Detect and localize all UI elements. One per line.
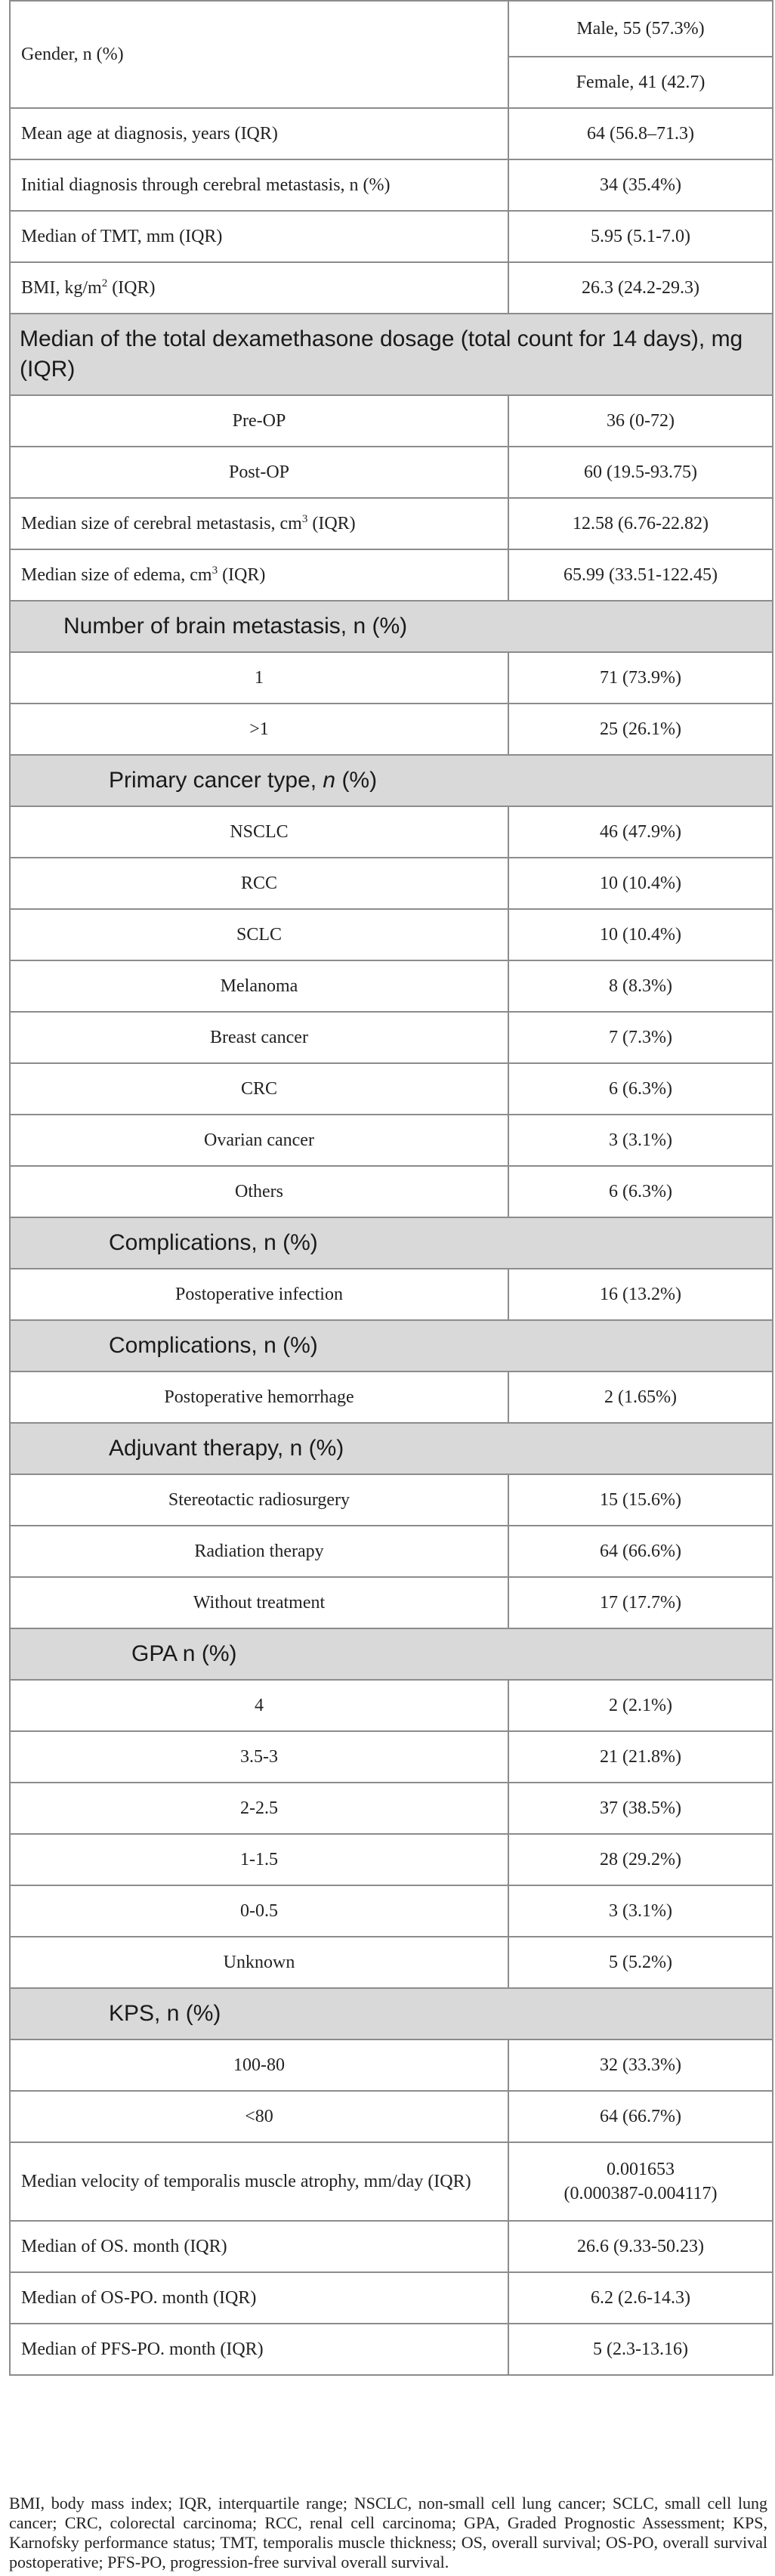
- post-op-label: Post-OP: [10, 447, 508, 498]
- complications-header: Complications, n (%): [10, 1320, 773, 1371]
- bmi-label-text: BMI, kg/m: [21, 278, 102, 298]
- primary-value: 3 (3.1%): [508, 1115, 773, 1166]
- kps-value: 32 (33.3%): [508, 2039, 773, 2091]
- table-row: [10, 1577, 773, 1628]
- complication-value: 2 (1.65%): [508, 1371, 773, 1423]
- primary-value: 7 (7.3%): [508, 1012, 773, 1063]
- primary-label: Melanoma: [10, 960, 508, 1012]
- gpa-value: 28 (29.2%): [508, 1834, 773, 1885]
- met-size-label: [10, 498, 508, 549]
- brain-met-value: 25 (26.1%): [508, 704, 773, 755]
- primary-value: 6 (6.3%): [508, 1166, 773, 1217]
- table-row: [10, 1783, 773, 1834]
- characteristics-table: [9, 0, 773, 2376]
- table-row: [10, 1012, 773, 1063]
- table-row: [10, 1166, 773, 1217]
- table-row: [10, 1371, 773, 1423]
- post-op-value: 60 (19.5-93.75): [508, 447, 773, 498]
- dexa-header: Median of the total dexamethasone dosage (total count for 14 days), mg (IQR): [10, 314, 773, 395]
- bmi-label-unit: (IQR): [107, 278, 156, 298]
- pfs-po-value: 5 (2.3-13.16): [508, 2324, 773, 2375]
- gpa-label: 1-1.5: [10, 1834, 508, 1885]
- table-row: [10, 108, 773, 159]
- table-row: [10, 1063, 773, 1115]
- table-row: [10, 1731, 773, 1783]
- table-row: [10, 395, 773, 447]
- table-row: [10, 2324, 773, 2375]
- gpa-value: 37 (38.5%): [508, 1783, 773, 1834]
- table-row: [10, 549, 773, 601]
- table-row: [10, 704, 773, 755]
- adjuvant-label: Radiation therapy: [10, 1526, 508, 1577]
- os-po-label: Median of OS-PO. month (IQR): [10, 2272, 508, 2324]
- table-footnote: BMI, body mass index; IQR, interquartile range; NSCLC, non-small cell lung cancer; SCLC, small cell lung cancer; CRC, colorectal carcinoma; RCC, renal cell carcinoma; GPA, Graded Prognostic Assessment; KPS, Karnofsky performance status; TMT, temporalis muscle thickness; OS, overall survival; OS-PO, overall survival postoperative; PFS-PO, progression-free survival overall survival.: [9, 2494, 767, 2571]
- gpa-value: 3 (3.1%): [508, 1885, 773, 1937]
- gpa-label: 2-2.5: [10, 1783, 508, 1834]
- primary-label: Breast cancer: [10, 1012, 508, 1063]
- gpa-label: Unknown: [10, 1937, 508, 1988]
- table-row: [10, 1680, 773, 1731]
- primary-header-pct: (%): [335, 768, 378, 793]
- velocity-value: [508, 2142, 773, 2221]
- table-row: [10, 1834, 773, 1885]
- met-size-label-unit: (IQR): [307, 514, 356, 533]
- velocity-iqr: (0.000387-0.004117): [563, 2184, 718, 2203]
- tmt-value: 5.95 (5.1-7.0): [508, 211, 773, 262]
- adjuvant-value: 15 (15.6%): [508, 1474, 773, 1526]
- age-value: 64 (56.8–71.3): [508, 108, 773, 159]
- gender-female-value: Female, 41 (42.7): [508, 57, 773, 108]
- complication-label: Postoperative infection: [10, 1269, 508, 1320]
- gpa-label: 0-0.5: [10, 1885, 508, 1937]
- table-row: [10, 1885, 773, 1937]
- gpa-label: 3.5-3: [10, 1731, 508, 1783]
- table-row: [10, 2221, 773, 2272]
- os-label: Median of OS. month (IQR): [10, 2221, 508, 2272]
- table-row: [10, 806, 773, 858]
- table-row: [10, 652, 773, 704]
- edema-size-label-unit: (IQR): [218, 565, 266, 585]
- table-row: [10, 447, 773, 498]
- gender-label: Gender, n (%): [10, 1, 508, 108]
- primary-label: Ovarian cancer: [10, 1115, 508, 1166]
- met-size-label-text: Median size of cerebral metastasis, cm: [21, 514, 302, 533]
- edema-size-label-text: Median size of edema, cm: [21, 565, 212, 585]
- velocity-label: Median velocity of temporalis muscle atrophy, mm/day (IQR): [10, 2142, 508, 2221]
- table-row: [10, 1115, 773, 1166]
- table-row: [10, 2142, 773, 2221]
- pre-op-label: Pre-OP: [10, 395, 508, 447]
- primary-label: CRC: [10, 1063, 508, 1115]
- bmi-value: 26.3 (24.2-29.3): [508, 262, 773, 314]
- section-header-row: [10, 1217, 773, 1269]
- age-label: Mean age at diagnosis, years (IQR): [10, 108, 508, 159]
- gender-male-value: Male, 55 (57.3%): [508, 1, 773, 57]
- table-row: [10, 1, 773, 57]
- brain-met-value: 71 (73.9%): [508, 652, 773, 704]
- gpa-header: GPA n (%): [10, 1628, 773, 1680]
- table-row: [10, 159, 773, 211]
- table-row: [10, 498, 773, 549]
- complications-header: Complications, n (%): [10, 1217, 773, 1269]
- complication-value: 16 (13.2%): [508, 1269, 773, 1320]
- adjuvant-value: 17 (17.7%): [508, 1577, 773, 1628]
- table-row: [10, 960, 773, 1012]
- bmi-label: [10, 262, 508, 314]
- section-header-row: [10, 1628, 773, 1680]
- cerebral-dx-label: Initial diagnosis through cerebral metastasis, n (%): [10, 159, 508, 211]
- kps-header: KPS, n (%): [10, 1988, 773, 2039]
- table-row: [10, 2272, 773, 2324]
- kps-label: <80: [10, 2091, 508, 2142]
- bmi-label-sup: 2: [101, 277, 108, 289]
- table-row: [10, 211, 773, 262]
- table-row: [10, 2039, 773, 2091]
- primary-header: [10, 755, 773, 806]
- gpa-label: 4: [10, 1680, 508, 1731]
- os-po-value: 6.2 (2.6-14.3): [508, 2272, 773, 2324]
- section-header-row: [10, 1988, 773, 2039]
- table-row: [10, 2091, 773, 2142]
- edema-size-value: 65.99 (33.51-122.45): [508, 549, 773, 601]
- table-row: [10, 1526, 773, 1577]
- kps-value: 64 (66.7%): [508, 2091, 773, 2142]
- table-row: [10, 1474, 773, 1526]
- brain-met-label: >1: [10, 704, 508, 755]
- gpa-value: 21 (21.8%): [508, 1731, 773, 1783]
- adjuvant-header: Adjuvant therapy, n (%): [10, 1423, 773, 1474]
- gpa-value: 2 (2.1%): [508, 1680, 773, 1731]
- tmt-label: Median of TMT, mm (IQR): [10, 211, 508, 262]
- kps-label: 100-80: [10, 2039, 508, 2091]
- table-row: [10, 858, 773, 909]
- gpa-value: 5 (5.2%): [508, 1937, 773, 1988]
- cerebral-dx-value: 34 (35.4%): [508, 159, 773, 211]
- section-header-row: [10, 314, 773, 395]
- adjuvant-value: 64 (66.6%): [508, 1526, 773, 1577]
- table-row: [10, 262, 773, 314]
- section-header-row: [10, 601, 773, 652]
- table-row: [10, 1269, 773, 1320]
- section-header-row: [10, 1320, 773, 1371]
- os-value: 26.6 (9.33-50.23): [508, 2221, 773, 2272]
- primary-label: RCC: [10, 858, 508, 909]
- primary-label: Others: [10, 1166, 508, 1217]
- primary-header-text: Primary cancer type,: [109, 768, 323, 793]
- brain-met-header: Number of brain metastasis, n (%): [10, 601, 773, 652]
- table-row: [10, 1937, 773, 1988]
- primary-value: 10 (10.4%): [508, 909, 773, 960]
- primary-label: NSCLC: [10, 806, 508, 858]
- primary-value: 6 (6.3%): [508, 1063, 773, 1115]
- adjuvant-label: Without treatment: [10, 1577, 508, 1628]
- primary-value: 46 (47.9%): [508, 806, 773, 858]
- table-row: [10, 909, 773, 960]
- met-size-value: 12.58 (6.76-22.82): [508, 498, 773, 549]
- adjuvant-label: Stereotactic radiosurgery: [10, 1474, 508, 1526]
- velocity-median: 0.001653: [607, 2160, 675, 2179]
- brain-met-label: 1: [10, 652, 508, 704]
- section-header-row: [10, 755, 773, 806]
- complication-label: Postoperative hemorrhage: [10, 1371, 508, 1423]
- edema-size-label: [10, 549, 508, 601]
- pre-op-value: 36 (0-72): [508, 395, 773, 447]
- edema-size-label-sup: 3: [212, 564, 218, 577]
- pfs-po-label: Median of PFS-PO. month (IQR): [10, 2324, 508, 2375]
- primary-value: 10 (10.4%): [508, 858, 773, 909]
- primary-value: 8 (8.3%): [508, 960, 773, 1012]
- primary-header-n: n: [323, 768, 336, 793]
- primary-label: SCLC: [10, 909, 508, 960]
- section-header-row: [10, 1423, 773, 1474]
- met-size-label-sup: 3: [301, 513, 308, 525]
